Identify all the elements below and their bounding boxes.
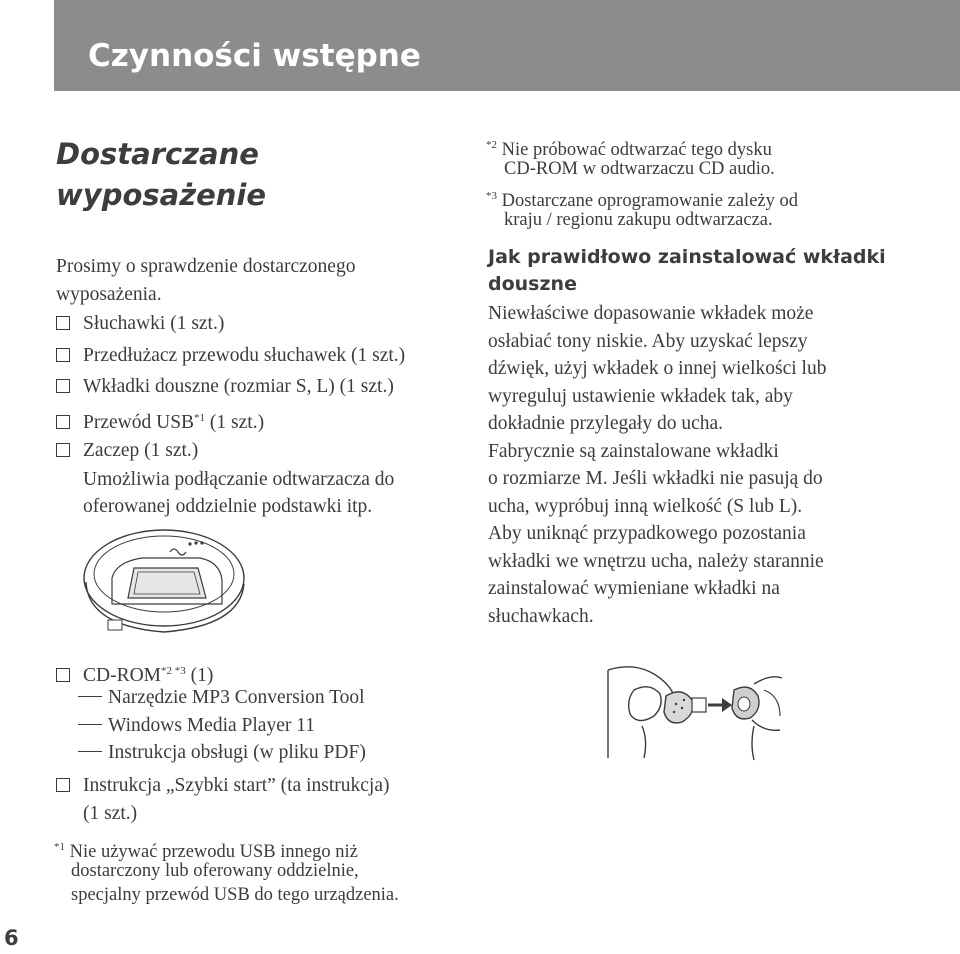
checklist-item-earbuds: Wkładki douszne (rozmiar S, L) (1 szt.) bbox=[56, 373, 394, 401]
earbuds-heading-line1: Jak prawidłowo zainstalować wkładki bbox=[488, 246, 886, 268]
earbud-install-illustration bbox=[604, 660, 784, 766]
quick-start-quantity: (1 szt.) bbox=[83, 803, 138, 824]
earbuds-paragraph-line: zainstalować wymieniane wkładki na bbox=[488, 578, 780, 599]
page-title: Czynności wstępne bbox=[88, 38, 421, 74]
earbuds-paragraph-line: Fabrycznie są zainstalowane wkładki bbox=[488, 440, 779, 462]
intro-line: Prosimy o sprawdzenie dostarczonego bbox=[56, 256, 356, 277]
header-banner bbox=[54, 0, 960, 91]
footnote-ref: *2 *3 bbox=[161, 665, 186, 677]
earbuds-heading bbox=[488, 244, 886, 298]
checkbox-icon bbox=[56, 415, 70, 429]
checklist-item-attachment: Zaczep (1 szt.) bbox=[56, 437, 198, 465]
footnote-1: $^{*1}$ Nie używać przewodu USB innego niż bbox=[54, 841, 358, 862]
cdrom-subitem: Windows Media Player 11 bbox=[78, 712, 315, 740]
checkbox-icon bbox=[56, 379, 70, 393]
checklist-item-usb-cable: Przewód USB$^{*1}$ (1 szt.) bbox=[56, 405, 264, 437]
checklist-item-quick-start: Instrukcja „Szybki start” (ta instrukcja) bbox=[56, 772, 389, 800]
earbuds-paragraph-line: dokładnie przylegały do ucha. bbox=[488, 413, 723, 434]
checklist-item-headphones: Słuchawki (1 szt.) bbox=[56, 310, 224, 338]
earbuds-paragraph-line: ucha, wypróbuj inną wielkość (S lub L). bbox=[488, 495, 803, 517]
footnote-2: $^{*2}$ Nie próbować odtwarzać tego dysku bbox=[486, 139, 772, 160]
footnote-3: $^{*3}$ Dostarczane oprogramowanie zależy od bbox=[486, 190, 798, 211]
footnote-mark: *1 bbox=[54, 841, 65, 853]
footnote-2-line: CD-ROM w odtwarzaczu CD audio. bbox=[504, 159, 775, 179]
checklist-item-extension-cord: Przedłużacz przewodu słuchawek (1 szt.) bbox=[56, 342, 405, 370]
earbuds-paragraph-line: słuchawkach. bbox=[488, 605, 594, 627]
earbuds-paragraph-line: Niewłaściwe dopasowanie wkładek może bbox=[488, 303, 814, 324]
page-number: 6 bbox=[4, 926, 19, 950]
cdrom-subitem: Narzędzie MP3 Conversion Tool bbox=[78, 684, 365, 712]
attachment-illustration bbox=[82, 528, 252, 640]
checkbox-icon bbox=[56, 316, 70, 330]
earbuds-paragraph-line: dźwięk, użyj wkładek o innej wielkości lub bbox=[488, 358, 827, 379]
earbuds-paragraph-line: o rozmiarze M. Jeśli wkładki nie pasują do bbox=[488, 468, 823, 489]
footnote-1-line: specjalny przewód USB do tego urządzenia. bbox=[71, 885, 399, 905]
earbuds-paragraph-line: wkładki we wnętrzu ucha, należy starannie bbox=[488, 550, 824, 572]
earbuds-paragraph-line: osłabiać tony niskie. Aby uzyskać lepszy bbox=[488, 330, 808, 352]
footnote-mark: *3 bbox=[486, 190, 497, 202]
checklist-item-cdrom: $CD-ROM^{*2 *3}$ (1) bbox=[56, 658, 213, 690]
footnote-3-line: kraju / regionu zakupu odtwarzacza. bbox=[504, 210, 773, 230]
checkbox-icon bbox=[56, 668, 70, 682]
checkbox-icon bbox=[56, 348, 70, 362]
footnote-ref: *1 bbox=[194, 412, 206, 424]
earbuds-paragraph-line: wyreguluj ustawienie wkładek tak, aby bbox=[488, 385, 793, 407]
attachment-description: Umożliwia podłączanie odtwarzacza do bbox=[83, 469, 395, 490]
attachment-description: oferowanej oddzielnie podstawki itp. bbox=[83, 496, 373, 517]
earbuds-paragraph-line: Aby uniknąć przypadkowego pozostania bbox=[488, 523, 806, 544]
section-heading bbox=[56, 134, 266, 216]
cdrom-subitem: Instrukcja obsługi (w pliku PDF) bbox=[78, 739, 366, 767]
footnote-mark: *2 bbox=[486, 139, 497, 151]
section-heading-line1: Dostarczane bbox=[56, 137, 259, 171]
checkbox-icon bbox=[56, 443, 70, 457]
earbuds-heading-line2: douszne bbox=[488, 273, 577, 295]
checkbox-icon bbox=[56, 778, 70, 792]
section-heading-line2: wyposażenie bbox=[56, 178, 267, 212]
footnote-1-line: dostarczony lub oferowany oddzielnie, bbox=[71, 861, 359, 881]
intro-line: wyposażenia. bbox=[56, 284, 162, 305]
